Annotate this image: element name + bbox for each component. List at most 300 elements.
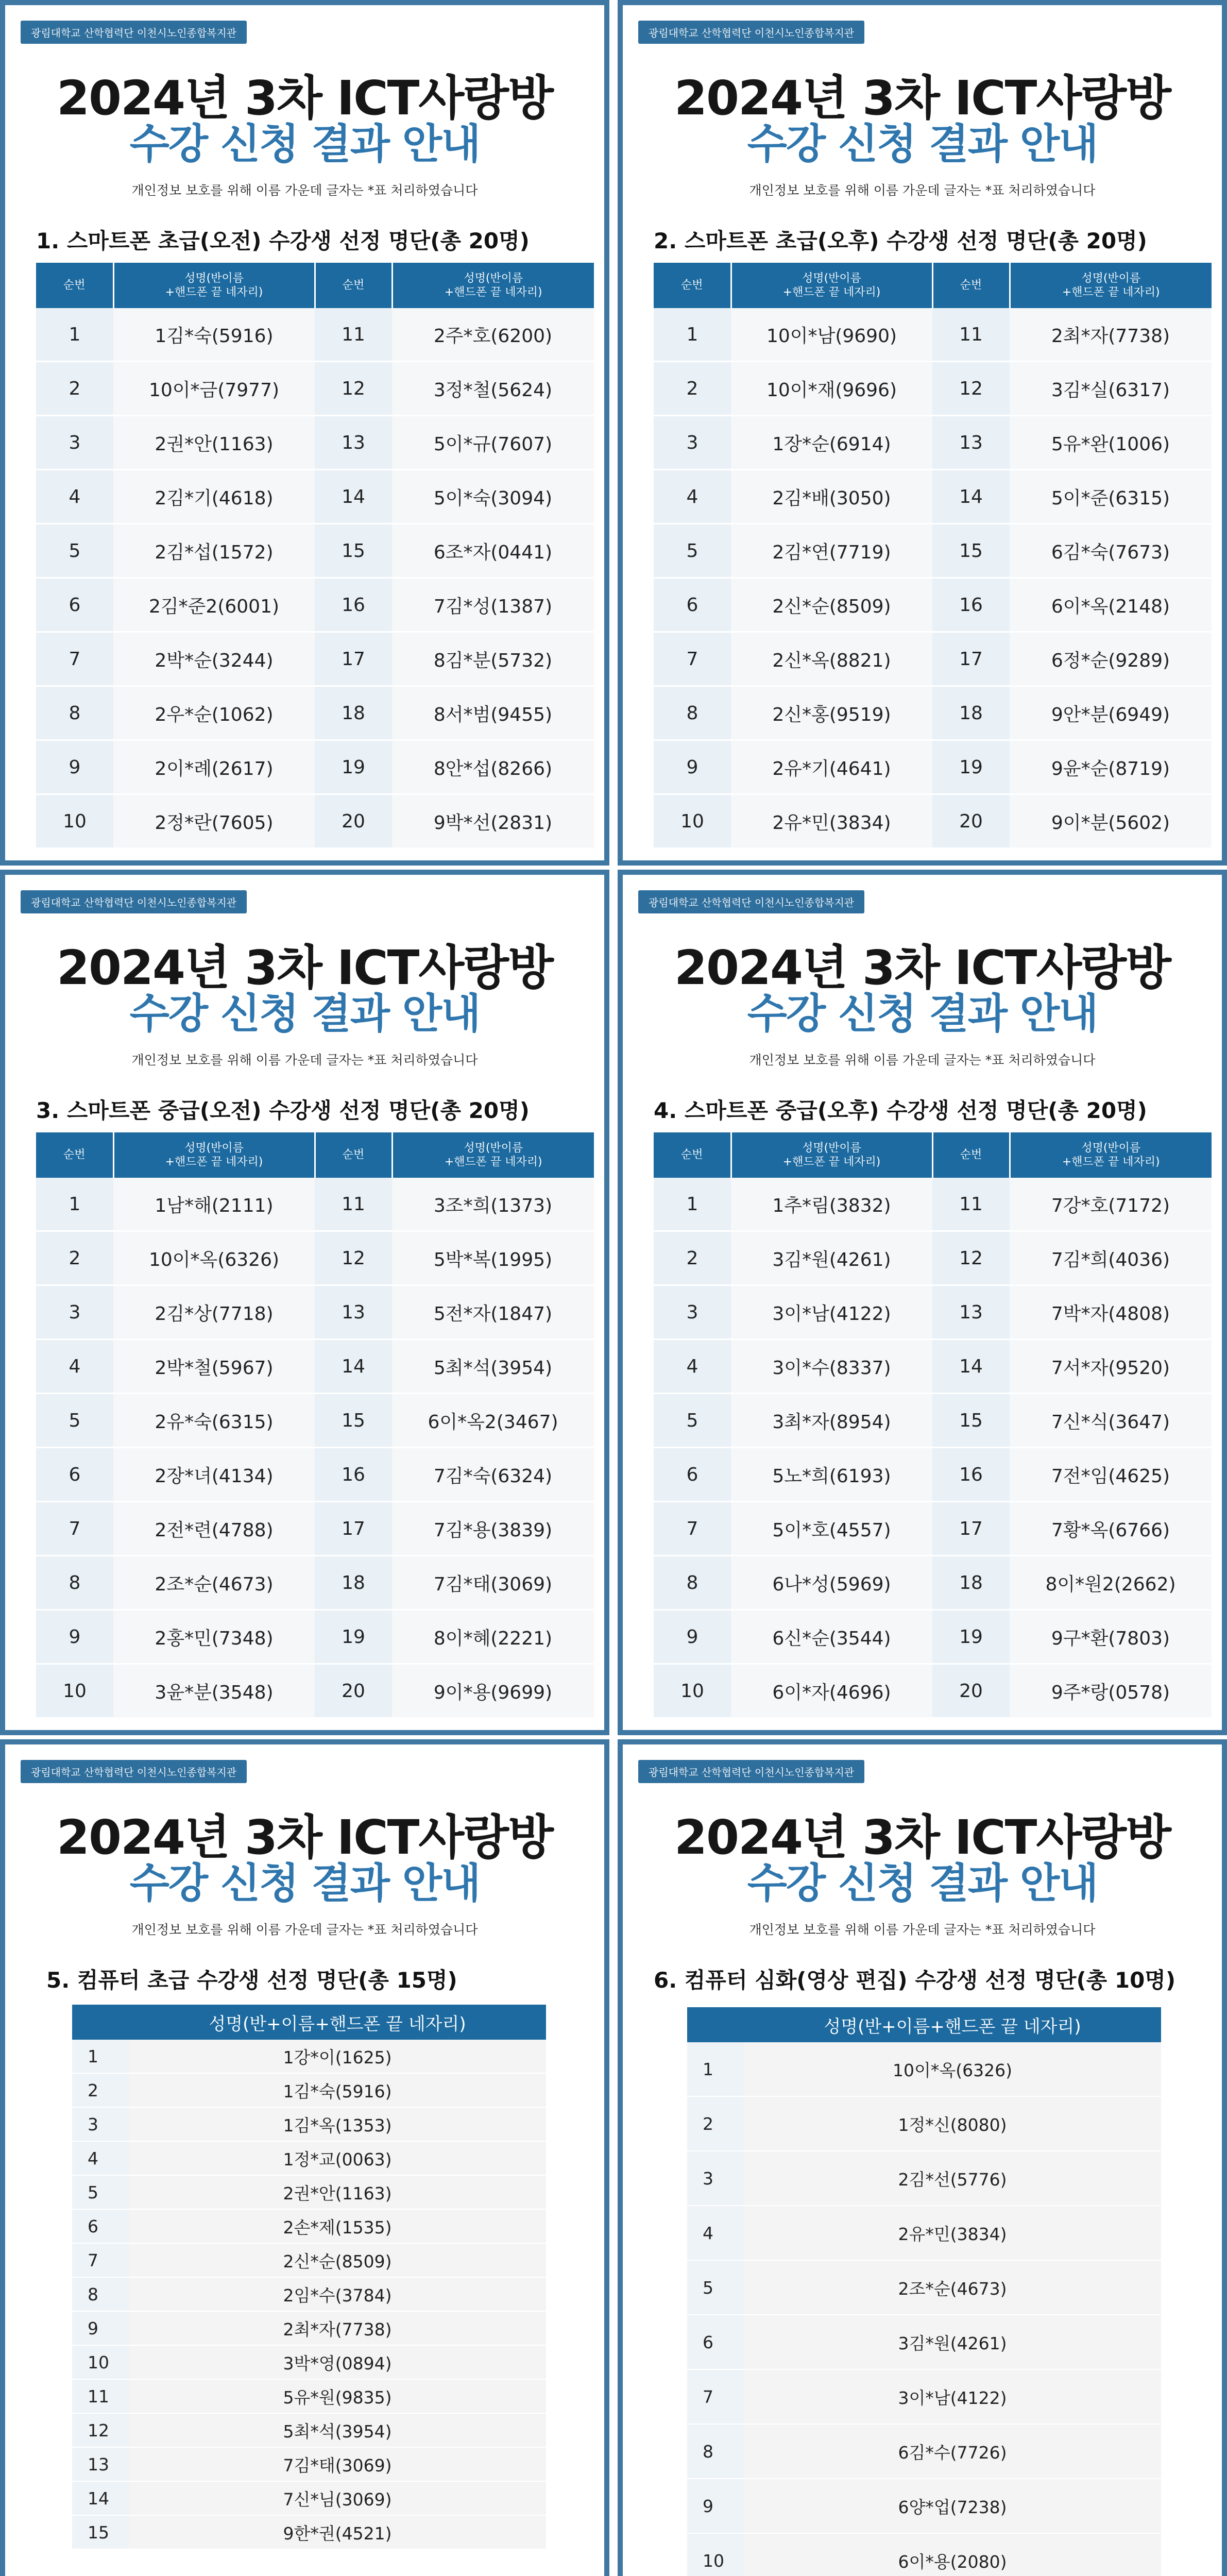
- privacy-note: 개인정보 보호를 위해 이름 가운데 글자는 *표 처리하였습니다: [131, 1053, 478, 1067]
- row-number-cell: 11: [932, 1178, 1010, 1231]
- student-name-cell: 2김*섭(1572): [113, 524, 315, 578]
- table-row: [654, 308, 1212, 362]
- table-row: [72, 2345, 546, 2379]
- student-name-cell: 2김*준2(6001): [113, 578, 315, 632]
- table-row: [72, 2141, 546, 2175]
- table-row: [72, 2515, 546, 2549]
- row-number-cell: 11: [72, 2379, 129, 2413]
- org-badge: 광림대학교 산학협력단 이천시노인종합복지관: [638, 890, 864, 913]
- row-number-cell: 19: [932, 1610, 1010, 1664]
- student-name-cell: 7신*님(3069): [129, 2481, 546, 2515]
- row-number-cell: 7: [654, 632, 731, 686]
- row-number-cell: 9: [654, 740, 731, 794]
- notice-card-1: [0, 0, 609, 866]
- table-row: [654, 794, 1212, 849]
- student-name-cell: 7김*희(4036): [1010, 1231, 1212, 1285]
- table-row: [36, 1285, 594, 1340]
- section-title: 5. 컴퓨터 초급 수강생 선정 명단(총 15명): [46, 1968, 457, 1993]
- row-number-cell: 3: [36, 416, 113, 470]
- column-header: 순번: [315, 1132, 392, 1178]
- student-name-cell: 2홍*민(7348): [113, 1610, 315, 1664]
- row-number-cell: 9: [654, 1610, 731, 1664]
- column-header: 성명(반이름 +핸드폰 끝 네자리): [392, 263, 594, 308]
- table-row: [654, 524, 1212, 578]
- table-row: [36, 1610, 594, 1664]
- page-title: 2024년 3차 ICT사랑방: [674, 71, 1170, 126]
- student-name-cell: 3이*남(4122): [731, 1285, 932, 1340]
- student-name-cell: 2박*철(5967): [113, 1340, 315, 1394]
- column-header-blank: [72, 2005, 129, 2040]
- row-number-cell: 12: [932, 362, 1010, 416]
- table-row: [654, 1448, 1212, 1502]
- row-number-cell: 1: [654, 1178, 731, 1231]
- org-badge: 광림대학교 산학협력단 이천시노인종합복지관: [21, 890, 247, 913]
- student-name-cell: 9이*분(5602): [1010, 794, 1212, 849]
- student-name-cell: 3이*수(8337): [731, 1340, 932, 1394]
- row-number-cell: 8: [36, 1556, 113, 1610]
- student-name-cell: 5유*완(1006): [1010, 416, 1212, 470]
- column-header-blank: [687, 2007, 744, 2042]
- student-name-cell: 7황*옥(6766): [1010, 1502, 1212, 1556]
- student-name-cell: 5노*희(6193): [731, 1448, 932, 1502]
- notice-card-3: [0, 870, 609, 1735]
- student-name-cell: 2신*홍(9519): [731, 686, 932, 740]
- row-number-cell: 4: [687, 2206, 744, 2260]
- table-row: [36, 362, 594, 416]
- row-number-cell: 18: [932, 686, 1010, 740]
- student-name-cell: 10이*옥(6326): [744, 2042, 1161, 2096]
- student-name-cell: 2최*자(7738): [129, 2311, 546, 2345]
- student-name-cell: 2권*안(1163): [129, 2175, 546, 2209]
- row-number-cell: 15: [932, 1394, 1010, 1448]
- student-name-cell: 8서*범(9455): [392, 686, 594, 740]
- table-row: [36, 632, 594, 686]
- table-row: [654, 1556, 1212, 1610]
- table-row: [654, 362, 1212, 416]
- page-subtitle: 수강 신청 결과 안내: [129, 120, 480, 168]
- student-name-cell: 2김*기(4618): [113, 470, 315, 524]
- student-name-cell: 5이*호(4557): [731, 1502, 932, 1556]
- table-row: [36, 416, 594, 470]
- student-name-cell: 2이*례(2617): [113, 740, 315, 794]
- row-number-cell: 10: [654, 1664, 731, 1718]
- student-name-cell: 7김*성(1387): [392, 578, 594, 632]
- column-header: 순번: [654, 263, 731, 308]
- row-number-cell: 5: [687, 2260, 744, 2315]
- column-header: 순번: [315, 263, 392, 308]
- row-number-cell: 14: [932, 1340, 1010, 1394]
- table-row: [654, 686, 1212, 740]
- privacy-note: 개인정보 보호를 위해 이름 가운데 글자는 *표 처리하였습니다: [749, 183, 1096, 198]
- page-subtitle: 수강 신청 결과 안내: [129, 990, 480, 1038]
- page-title: 2024년 3차 ICT사랑방: [674, 1810, 1170, 1865]
- student-name-cell: 9한*권(4521): [129, 2515, 546, 2549]
- table-row: [72, 2481, 546, 2515]
- table-row: [72, 2073, 546, 2107]
- student-name-cell: 7김*태(3069): [392, 1556, 594, 1610]
- section-title: 3. 스마트폰 중급(오전) 수강생 선정 명단(총 20명): [36, 1098, 530, 1123]
- table-header-row: [654, 263, 1212, 308]
- student-name-cell: 2조*순(4673): [744, 2260, 1161, 2315]
- student-name-cell: 2유*기(4641): [731, 740, 932, 794]
- row-number-cell: 20: [315, 1664, 392, 1718]
- student-name-cell: 9이*용(9699): [392, 1664, 594, 1718]
- row-number-cell: 10: [654, 794, 731, 849]
- row-number-cell: 11: [932, 308, 1010, 362]
- notice-card-4: [618, 870, 1227, 1735]
- student-name-cell: 6김*수(7726): [744, 2424, 1161, 2479]
- row-number-cell: 2: [687, 2096, 744, 2151]
- row-number-cell: 8: [36, 686, 113, 740]
- table-row: [36, 524, 594, 578]
- table-row: [36, 1340, 594, 1394]
- student-name-cell: 7전*임(4625): [1010, 1448, 1212, 1502]
- student-name-cell: 6정*순(9289): [1010, 632, 1212, 686]
- row-number-cell: 5: [654, 1394, 731, 1448]
- column-header: 성명(반이름 +핸드폰 끝 네자리): [731, 263, 932, 308]
- student-name-cell: 2김*상(7718): [113, 1285, 315, 1340]
- table-row: [36, 1502, 594, 1556]
- student-name-cell: 1김*옥(1353): [129, 2107, 546, 2141]
- student-name-cell: 5이*숙(3094): [392, 470, 594, 524]
- row-number-cell: 2: [654, 362, 731, 416]
- row-number-cell: 1: [687, 2042, 744, 2096]
- table-row: [72, 2447, 546, 2481]
- row-number-cell: 1: [72, 2040, 129, 2073]
- student-name-cell: 1김*숙(5916): [113, 308, 315, 362]
- row-number-cell: 5: [36, 1394, 113, 1448]
- student-name-cell: 5최*석(3954): [129, 2413, 546, 2447]
- table-row: [36, 578, 594, 632]
- student-name-cell: 2임*수(3784): [129, 2277, 546, 2311]
- table-row: [72, 2413, 546, 2447]
- table-row: [687, 2260, 1161, 2315]
- student-name-cell: 2박*순(3244): [113, 632, 315, 686]
- row-number-cell: 12: [315, 1231, 392, 1285]
- row-number-cell: 16: [315, 578, 392, 632]
- table-row: [36, 740, 594, 794]
- student-name-cell: 2정*란(7605): [113, 794, 315, 849]
- table-header-row: [72, 2005, 546, 2040]
- student-name-cell: 5최*석(3954): [392, 1340, 594, 1394]
- org-badge: 광림대학교 산학협력단 이천시노인종합복지관: [638, 21, 864, 44]
- table-row: [36, 1664, 594, 1718]
- student-name-cell: 7김*태(3069): [129, 2447, 546, 2481]
- table-row: [36, 1556, 594, 1610]
- notice-card-5: [0, 1739, 609, 2576]
- student-name-cell: 10이*옥(6326): [113, 1231, 315, 1285]
- row-number-cell: 13: [72, 2447, 129, 2481]
- table-row: [72, 2311, 546, 2345]
- student-name-cell: 3김*실(6317): [1010, 362, 1212, 416]
- roster-table: [654, 263, 1212, 849]
- page-subtitle: 수강 신청 결과 안내: [747, 1859, 1098, 1907]
- student-name-cell: 1장*순(6914): [731, 416, 932, 470]
- student-name-cell: 2김*선(5776): [744, 2151, 1161, 2206]
- section-title: 2. 스마트폰 초급(오후) 수강생 선정 명단(총 20명): [654, 228, 1147, 253]
- table-row: [36, 1231, 594, 1285]
- row-number-cell: 20: [315, 794, 392, 849]
- section-title: 1. 스마트폰 초급(오전) 수강생 선정 명단(총 20명): [36, 228, 530, 253]
- student-name-cell: 6양*업(7238): [744, 2479, 1161, 2533]
- student-name-cell: 2신*순(8509): [731, 578, 932, 632]
- row-number-cell: 8: [654, 1556, 731, 1610]
- table-row: [72, 2040, 546, 2073]
- row-number-cell: 4: [654, 470, 731, 524]
- row-number-cell: 12: [932, 1231, 1010, 1285]
- student-name-cell: 1정*신(8080): [744, 2096, 1161, 2151]
- row-number-cell: 8: [687, 2424, 744, 2479]
- student-name-cell: 8안*섭(8266): [392, 740, 594, 794]
- row-number-cell: 17: [315, 1502, 392, 1556]
- roster-table: [687, 2007, 1161, 2576]
- row-number-cell: 6: [687, 2315, 744, 2369]
- table-row: [654, 1610, 1212, 1664]
- row-number-cell: 2: [72, 2073, 129, 2107]
- table-row: [687, 2479, 1161, 2533]
- table-row: [654, 416, 1212, 470]
- row-number-cell: 16: [932, 578, 1010, 632]
- table-row: [72, 2209, 546, 2243]
- student-name-cell: 2장*녀(4134): [113, 1448, 315, 1502]
- row-number-cell: 6: [36, 578, 113, 632]
- row-number-cell: 7: [72, 2243, 129, 2277]
- privacy-note: 개인정보 보호를 위해 이름 가운데 글자는 *표 처리하였습니다: [131, 1922, 478, 1937]
- row-number-cell: 10: [36, 1664, 113, 1718]
- student-name-cell: 6김*숙(7673): [1010, 524, 1212, 578]
- table-row: [72, 2277, 546, 2311]
- student-name-cell: 2손*제(1535): [129, 2209, 546, 2243]
- student-name-cell: 6이*옥(2148): [1010, 578, 1212, 632]
- row-number-cell: 10: [687, 2533, 744, 2576]
- row-number-cell: 9: [36, 740, 113, 794]
- table-row: [654, 1394, 1212, 1448]
- row-number-cell: 12: [72, 2413, 129, 2447]
- table-row: [654, 578, 1212, 632]
- row-number-cell: 10: [36, 794, 113, 849]
- student-name-cell: 9윤*순(8719): [1010, 740, 1212, 794]
- student-name-cell: 3정*철(5624): [392, 362, 594, 416]
- student-name-cell: 1추*림(3832): [731, 1178, 932, 1231]
- row-number-cell: 13: [932, 1285, 1010, 1340]
- page-title: 2024년 3차 ICT사랑방: [674, 940, 1170, 995]
- row-number-cell: 14: [932, 470, 1010, 524]
- roster-table: [36, 1132, 594, 1719]
- student-name-cell: 3조*희(1373): [392, 1178, 594, 1231]
- row-number-cell: 18: [315, 1556, 392, 1610]
- row-number-cell: 7: [36, 632, 113, 686]
- row-number-cell: 18: [932, 1556, 1010, 1610]
- student-name-cell: 2조*순(4673): [113, 1556, 315, 1610]
- student-name-cell: 5박*복(1995): [392, 1231, 594, 1285]
- column-header: 순번: [654, 1132, 731, 1178]
- row-number-cell: 13: [315, 416, 392, 470]
- org-badge: 광림대학교 산학협력단 이천시노인종합복지관: [638, 1760, 864, 1783]
- student-name-cell: 7서*자(9520): [1010, 1340, 1212, 1394]
- page-subtitle: 수강 신청 결과 안내: [129, 1859, 480, 1907]
- student-name-cell: 10이*재(9696): [731, 362, 932, 416]
- table-row: [72, 2107, 546, 2141]
- roster-table: [72, 2005, 546, 2550]
- row-number-cell: 17: [932, 632, 1010, 686]
- row-number-cell: 2: [36, 362, 113, 416]
- row-number-cell: 6: [654, 1448, 731, 1502]
- row-number-cell: 14: [315, 470, 392, 524]
- column-header: 성명(반이름 +핸드폰 끝 네자리): [113, 1132, 315, 1178]
- row-number-cell: 4: [654, 1340, 731, 1394]
- table-row: [654, 1285, 1212, 1340]
- row-number-cell: 4: [36, 470, 113, 524]
- student-name-cell: 1정*교(0063): [129, 2141, 546, 2175]
- row-number-cell: 14: [315, 1340, 392, 1394]
- row-number-cell: 5: [654, 524, 731, 578]
- table-row: [654, 1340, 1212, 1394]
- row-number-cell: 10: [72, 2345, 129, 2379]
- row-number-cell: 5: [72, 2175, 129, 2209]
- student-name-cell: 3최*자(8954): [731, 1394, 932, 1448]
- row-number-cell: 6: [654, 578, 731, 632]
- student-name-cell: 9주*랑(0578): [1010, 1664, 1212, 1718]
- row-number-cell: 15: [315, 1394, 392, 1448]
- row-number-cell: 1: [36, 308, 113, 362]
- row-number-cell: 12: [315, 362, 392, 416]
- column-header: 성명(반이름 +핸드폰 끝 네자리): [1010, 263, 1212, 308]
- student-name-cell: 9박*선(2831): [392, 794, 594, 849]
- row-number-cell: 3: [654, 1285, 731, 1340]
- row-number-cell: 13: [315, 1285, 392, 1340]
- table-row: [36, 794, 594, 849]
- table-row: [36, 1448, 594, 1502]
- section-title: 4. 스마트폰 중급(오후) 수강생 선정 명단(총 20명): [654, 1098, 1147, 1123]
- student-name-cell: 5유*원(9835): [129, 2379, 546, 2413]
- roster-table: [36, 263, 594, 849]
- row-number-cell: 9: [36, 1610, 113, 1664]
- page-title: 2024년 3차 ICT사랑방: [57, 71, 553, 126]
- row-number-cell: 3: [687, 2151, 744, 2206]
- student-name-cell: 2유*숙(6315): [113, 1394, 315, 1448]
- table-row: [36, 1394, 594, 1448]
- row-number-cell: 11: [315, 308, 392, 362]
- student-name-cell: 6이*옥2(3467): [392, 1394, 594, 1448]
- student-name-cell: 2최*자(7738): [1010, 308, 1212, 362]
- row-number-cell: 4: [36, 1340, 113, 1394]
- student-name-cell: 8김*분(5732): [392, 632, 594, 686]
- student-name-cell: 1김*숙(5916): [129, 2073, 546, 2107]
- row-number-cell: 8: [72, 2277, 129, 2311]
- row-number-cell: 7: [654, 1502, 731, 1556]
- row-number-cell: 15: [932, 524, 1010, 578]
- student-name-cell: 3김*원(4261): [731, 1231, 932, 1285]
- student-name-cell: 3윤*분(3548): [113, 1664, 315, 1718]
- student-name-cell: 1강*이(1625): [129, 2040, 546, 2073]
- table-row: [687, 2424, 1161, 2479]
- table-row: [36, 1178, 594, 1231]
- row-number-cell: 20: [932, 794, 1010, 849]
- row-number-cell: 6: [72, 2209, 129, 2243]
- column-header: 성명(반이름 +핸드폰 끝 네자리): [1010, 1132, 1212, 1178]
- column-header: 순번: [36, 1132, 113, 1178]
- table-row: [36, 308, 594, 362]
- student-name-cell: 3이*남(4122): [744, 2369, 1161, 2424]
- row-number-cell: 3: [72, 2107, 129, 2141]
- column-header: 순번: [932, 263, 1010, 308]
- row-number-cell: 19: [315, 740, 392, 794]
- column-header: 성명(반+이름+핸드폰 끝 네자리): [129, 2005, 546, 2040]
- student-name-cell: 2주*호(6200): [392, 308, 594, 362]
- column-header: 성명(반이름 +핸드폰 끝 네자리): [392, 1132, 594, 1178]
- student-name-cell: 6이*자(4696): [731, 1664, 932, 1718]
- privacy-note: 개인정보 보호를 위해 이름 가운데 글자는 *표 처리하였습니다: [749, 1922, 1096, 1937]
- page-subtitle: 수강 신청 결과 안내: [747, 990, 1098, 1038]
- table-header-row: [36, 263, 594, 308]
- student-name-cell: 7박*자(4808): [1010, 1285, 1212, 1340]
- row-number-cell: 5: [36, 524, 113, 578]
- row-number-cell: 14: [72, 2481, 129, 2515]
- table-row: [654, 1178, 1212, 1231]
- table-row: [36, 470, 594, 524]
- row-number-cell: 15: [72, 2515, 129, 2549]
- student-name-cell: 6조*자(0441): [392, 524, 594, 578]
- row-number-cell: 3: [36, 1285, 113, 1340]
- student-name-cell: 6이*용(2080): [744, 2533, 1161, 2576]
- table-row: [687, 2151, 1161, 2206]
- column-header: 성명(반이름 +핸드폰 끝 네자리): [113, 263, 315, 308]
- org-badge: 광림대학교 산학협력단 이천시노인종합복지관: [21, 21, 247, 44]
- roster-table: [654, 1132, 1212, 1719]
- table-row: [687, 2369, 1161, 2424]
- table-row: [654, 740, 1212, 794]
- notice-card-2: [618, 0, 1227, 866]
- row-number-cell: 19: [315, 1610, 392, 1664]
- table-header-row: [687, 2007, 1161, 2042]
- student-name-cell: 10이*남(9690): [731, 308, 932, 362]
- student-name-cell: 3박*영(0894): [129, 2345, 546, 2379]
- row-number-cell: 4: [72, 2141, 129, 2175]
- student-name-cell: 10이*금(7977): [113, 362, 315, 416]
- table-row: [654, 1664, 1212, 1718]
- row-number-cell: 2: [654, 1231, 731, 1285]
- student-name-cell: 2유*민(3834): [744, 2206, 1161, 2260]
- page-title: 2024년 3차 ICT사랑방: [57, 940, 553, 995]
- table-row: [72, 2379, 546, 2413]
- student-name-cell: 3김*원(4261): [744, 2315, 1161, 2369]
- row-number-cell: 6: [36, 1448, 113, 1502]
- row-number-cell: 8: [654, 686, 731, 740]
- table-row: [654, 632, 1212, 686]
- student-name-cell: 7신*식(3647): [1010, 1394, 1212, 1448]
- row-number-cell: 17: [315, 632, 392, 686]
- student-name-cell: 2전*련(4788): [113, 1502, 315, 1556]
- table-row: [687, 2315, 1161, 2369]
- table-row: [687, 2533, 1161, 2576]
- student-name-cell: 2신*옥(8821): [731, 632, 932, 686]
- row-number-cell: 19: [932, 740, 1010, 794]
- student-name-cell: 5전*자(1847): [392, 1285, 594, 1340]
- table-row: [72, 2175, 546, 2209]
- column-header: 성명(반이름 +핸드폰 끝 네자리): [731, 1132, 932, 1178]
- row-number-cell: 9: [72, 2311, 129, 2345]
- table-row: [687, 2042, 1161, 2096]
- table-row: [654, 1231, 1212, 1285]
- student-name-cell: 9구*환(7803): [1010, 1610, 1212, 1664]
- student-name-cell: 9안*분(6949): [1010, 686, 1212, 740]
- row-number-cell: 7: [687, 2369, 744, 2424]
- table-header-row: [654, 1132, 1212, 1178]
- student-name-cell: 7김*숙(6324): [392, 1448, 594, 1502]
- page-subtitle: 수강 신청 결과 안내: [747, 120, 1098, 168]
- row-number-cell: 18: [315, 686, 392, 740]
- row-number-cell: 11: [315, 1178, 392, 1231]
